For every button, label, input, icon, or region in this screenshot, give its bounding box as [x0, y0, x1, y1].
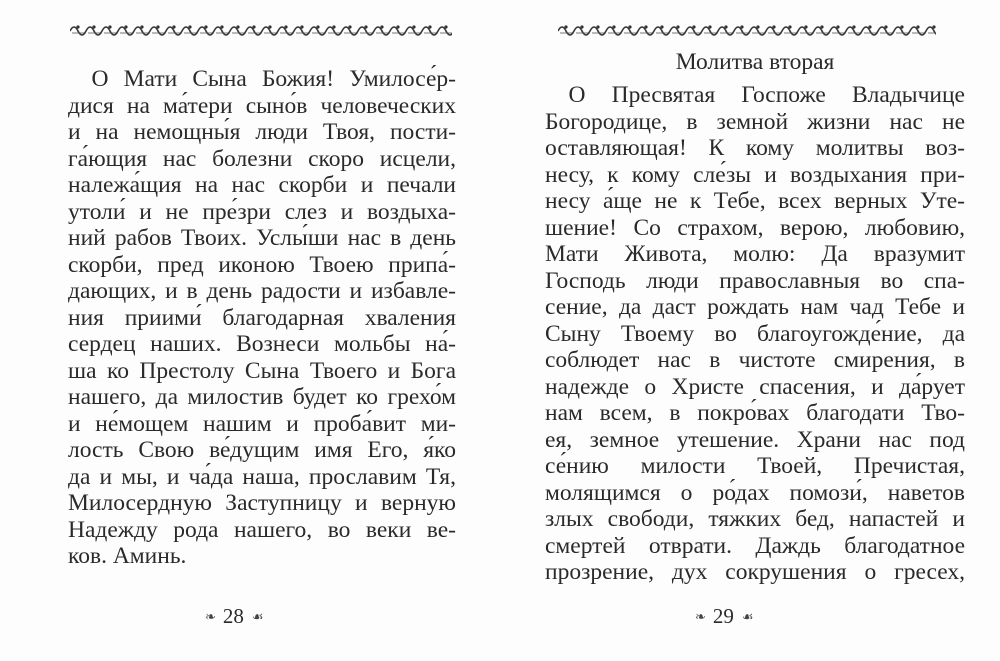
flourish-left-icon: ❧: [205, 608, 215, 624]
page-number-footer: [695, 604, 753, 629]
text-line: дающих, и в день радости и избавле-: [68, 278, 456, 304]
text-line: Мати Живота, молю: Да вразумит: [545, 241, 965, 267]
text-line: О Пресвятая Госпоже Владычице: [545, 82, 965, 108]
text-line: га́ющия нас болезни скоро исцели,: [68, 145, 456, 172]
text-line: Сыну Твоему во благоугожде́ние, да: [545, 320, 965, 347]
text-line: да и мы, и ча́да наша, прославим Тя,: [68, 463, 456, 490]
page-number: 28: [222, 604, 244, 628]
flourish-left-icon: ❧: [695, 608, 705, 624]
text-line: Надежду рода нашего, во веки ве-: [68, 516, 456, 543]
flourish-right-icon: ☙: [251, 608, 263, 624]
text-line: надежде о Христе спасения, и да́рует: [545, 373, 965, 400]
text-line: смертей отврати. Даждь благодатное: [545, 532, 965, 559]
text-line: несу, к кому сле́зы и воздыхания при-: [545, 161, 965, 188]
prayer-text-right: [545, 82, 965, 586]
text-line: оставляющая! К кому молитвы воз-: [545, 135, 965, 161]
text-line: и на немощны́я люди Твоя, пости-: [68, 119, 456, 145]
prayer-title: Молитва вторая: [675, 49, 835, 75]
text-line: и не́мощем нашим и проба́вит ми-: [68, 410, 456, 437]
text-line: дися на ма́тери сыно́в человеческих: [68, 92, 456, 119]
ornament-pattern-icon: [558, 22, 936, 36]
ornament-header-border: [70, 22, 452, 36]
prayer-text-left: [68, 66, 456, 570]
text-line: молящимся о ро́дах помози́, наветов: [545, 479, 965, 506]
text-line: належа́щия на нас скорби и печали: [68, 172, 456, 198]
text-line: се́нию милости Твоей, Пречистая,: [545, 453, 965, 479]
text-line: Господь люди православныя во спа-: [545, 267, 965, 294]
text-line: скорби, пред иконою Твоею припа́-: [68, 251, 456, 278]
ornament-pattern-icon: [70, 22, 452, 36]
text-line: нам всем, в покро́вах благодати Тво-: [545, 400, 965, 426]
page-number: 29: [712, 604, 734, 628]
text-line: лость Свою ве́дущим имя Его, я́ко: [68, 437, 456, 463]
text-line: ков. Аминь.: [68, 543, 187, 569]
text-line: злых свободи, тяжких бед, напастей и: [545, 506, 965, 532]
text-line: ний рабов Твоих. Услы́ши нас в день: [68, 225, 456, 251]
page-number-footer: [205, 604, 263, 629]
text-line: сердец наших. Вознеси мольбы на́-: [68, 331, 456, 357]
text-line: прозрение, дух сокрушения о гресех,: [545, 559, 965, 585]
right-page: [500, 0, 1000, 661]
text-line: утоли́ и не пре́зри слез и воздыха-: [68, 198, 456, 225]
text-line: Милосердную Заступницу и верную: [68, 490, 456, 516]
ornament-header-border: [558, 22, 936, 36]
text-line: соблюдет нас в чистоте смирения, в: [545, 347, 965, 373]
flourish-right-icon: ☙: [741, 608, 753, 624]
text-line: Богородице, в земной жизни нас не: [545, 108, 965, 135]
text-line: О Мати Сына Божия! Умилосе́р-: [68, 66, 456, 92]
text-line: ния приими́ благодарная хваления: [68, 304, 456, 331]
text-line: шение! Со страхом, верою, любовию,: [545, 214, 965, 241]
text-line: ея, земное утешение. Храни нас под: [545, 426, 965, 453]
text-line: сение, да даст рождать нам чад Тебе и: [545, 294, 965, 320]
text-line: нашего, да милостив будет ко грехо́м: [68, 384, 456, 410]
text-line: несу а́ще не к Тебе, всех верных Уте-: [545, 188, 965, 214]
text-line: ша ко Престолу Сына Твоего и Бога: [68, 357, 456, 384]
